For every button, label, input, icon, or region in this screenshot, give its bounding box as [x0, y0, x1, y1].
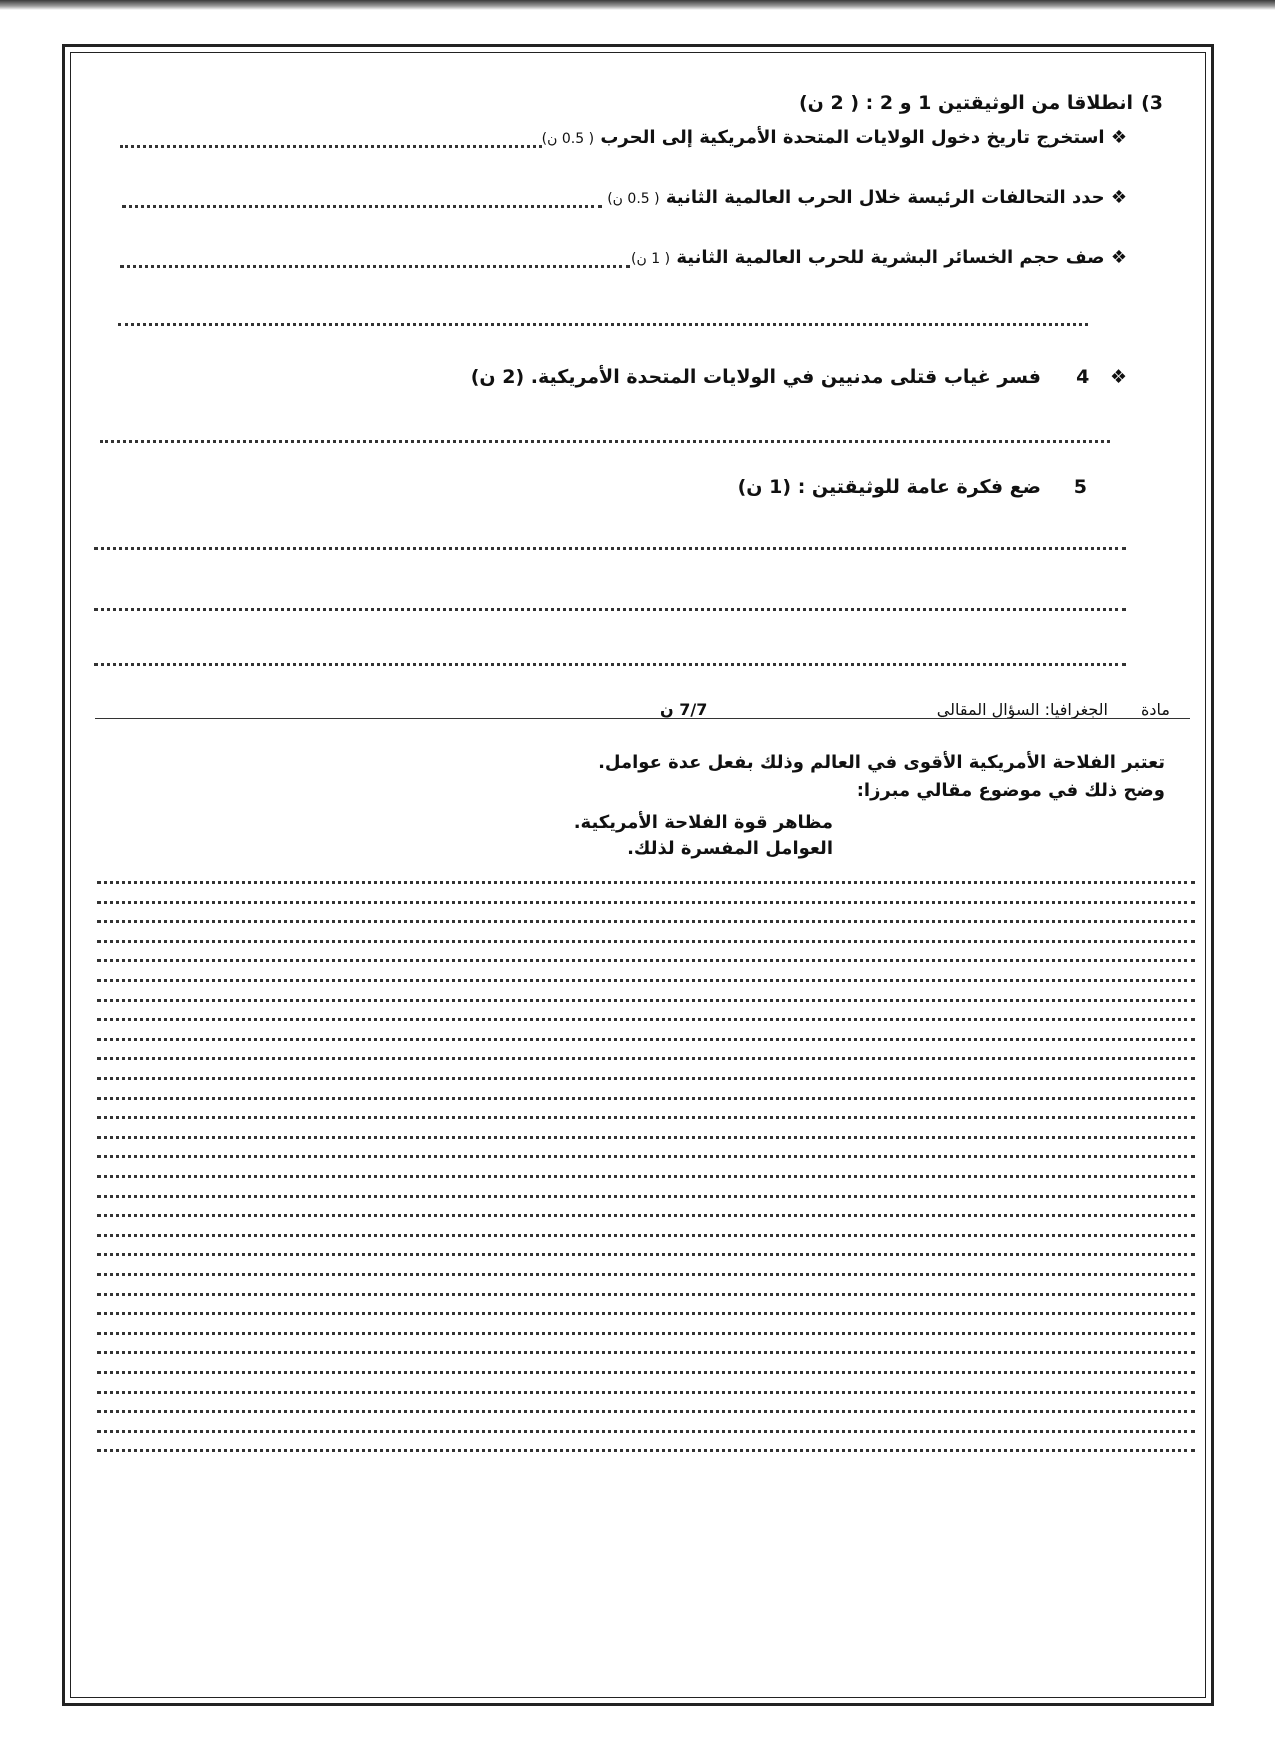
- answer-line[interactable]: [118, 323, 1088, 326]
- q3-item-2-points: ( 0.5 ن): [607, 191, 660, 207]
- diamond-bullet-icon: ❖: [1110, 247, 1127, 268]
- diamond-bullet-icon: ❖: [1110, 127, 1127, 148]
- essay-answer-line[interactable]: [97, 901, 1195, 904]
- essay-answer-line[interactable]: [97, 1410, 1195, 1413]
- essay-answer-line[interactable]: [97, 1273, 1195, 1276]
- essay-answer-line[interactable]: [97, 1430, 1195, 1433]
- q4-number: 4: [1076, 366, 1090, 388]
- essay-answer-line[interactable]: [97, 1234, 1195, 1237]
- essay-answer-line[interactable]: [97, 1116, 1195, 1119]
- q4-points: (2 ن): [470, 366, 525, 388]
- essay-point-2: العوامل المفسرة لذلك.: [627, 838, 833, 859]
- essay-prompt-line1: تعتبر الفلاحة الأمريكية الأقوى في العالم وذلك بفعل عدة عوامل.: [598, 752, 1165, 773]
- essay-answer-line[interactable]: [97, 959, 1195, 962]
- essay-answer-line[interactable]: [97, 1293, 1195, 1296]
- essay-answer-line[interactable]: [97, 1057, 1195, 1060]
- essay-answer-line[interactable]: [97, 1097, 1195, 1100]
- q3-item-3-points: ( 1 ن): [631, 251, 671, 267]
- essay-answer-line[interactable]: [97, 1077, 1195, 1080]
- q5-points: (1 ن): [737, 476, 792, 498]
- q3-number: 3): [1141, 92, 1163, 114]
- essay-answer-line[interactable]: [97, 979, 1195, 982]
- essay-point-1: مظاهر قوة الفلاحة الأمريكية.: [573, 812, 833, 833]
- header-divider: [95, 718, 1190, 719]
- answer-line[interactable]: [120, 145, 542, 148]
- q3-item-2-text: حدد التحالفات الرئيسة خلال الحرب العالمية الثانية: [665, 187, 1105, 208]
- essay-answer-line[interactable]: [97, 920, 1195, 923]
- answer-line[interactable]: [94, 663, 1126, 666]
- q3-item-1-points: ( 0.5 ن): [541, 131, 595, 147]
- essay-title: الجغرافيا: السؤال المقالي: [936, 700, 1108, 719]
- q5-text: ضع فكرة عامة للوثيقتين :: [797, 476, 1041, 498]
- q5-question: [738, 476, 1041, 498]
- essay-answer-line[interactable]: [97, 1018, 1195, 1021]
- answer-line[interactable]: [122, 205, 602, 208]
- q3-item-1: [542, 127, 1127, 148]
- essay-answer-line[interactable]: [97, 1038, 1195, 1041]
- subject-label: مادة: [1141, 700, 1170, 719]
- essay-answer-line[interactable]: [97, 940, 1195, 943]
- essay-answer-line[interactable]: [97, 1136, 1195, 1139]
- essay-answer-line[interactable]: [97, 881, 1195, 884]
- answer-line[interactable]: [94, 547, 1126, 550]
- diamond-bullet-icon: ❖: [1109, 366, 1127, 388]
- q3-item-2: [607, 187, 1127, 208]
- essay-answer-line[interactable]: [97, 1312, 1195, 1315]
- essay-answer-line[interactable]: [97, 1351, 1195, 1354]
- essay-answer-line[interactable]: [97, 1332, 1195, 1335]
- q4-text: فسر غياب قتلى مدنيين في الولايات المتحدة الأمريكية.: [530, 366, 1041, 388]
- answer-line[interactable]: [94, 608, 1126, 611]
- essay-answer-line[interactable]: [97, 1214, 1195, 1217]
- essay-answer-line[interactable]: [97, 999, 1195, 1002]
- answer-line[interactable]: [100, 440, 1110, 443]
- q3-intro-text: انطلاقا من الوثيقتين 1 و 2 :: [865, 92, 1133, 114]
- essay-answer-line[interactable]: [97, 1253, 1195, 1256]
- q5-number: 5: [1073, 476, 1087, 498]
- q4-question: [471, 366, 1041, 388]
- scan-top-edge: [0, 0, 1275, 10]
- q3-points: ( 2 ن): [798, 92, 860, 114]
- answer-line[interactable]: [120, 265, 630, 268]
- essay-answer-line[interactable]: [97, 1371, 1195, 1374]
- essay-answer-line[interactable]: [97, 1449, 1195, 1452]
- q4-bullet-number: [1076, 366, 1127, 388]
- q3-item-1-text: استخرج تاريخ دخول الولايات المتحدة الأمريكية إلى الحرب: [600, 127, 1105, 148]
- q3-intro: [799, 92, 1133, 114]
- q3-item-3-text: صف حجم الخسائر البشرية للحرب العالمية الثانية: [676, 247, 1105, 268]
- essay-answer-line[interactable]: [97, 1195, 1195, 1198]
- essay-answer-line[interactable]: [97, 1391, 1195, 1394]
- essay-answer-line[interactable]: [97, 1175, 1195, 1178]
- essay-score: 7/7 ن: [660, 700, 708, 719]
- essay-prompt-line2: وضح ذلك في موضوع مقالي مبرزا:: [856, 780, 1165, 801]
- diamond-bullet-icon: ❖: [1110, 187, 1127, 208]
- essay-answer-line[interactable]: [97, 1155, 1195, 1158]
- q3-item-3: [631, 247, 1127, 268]
